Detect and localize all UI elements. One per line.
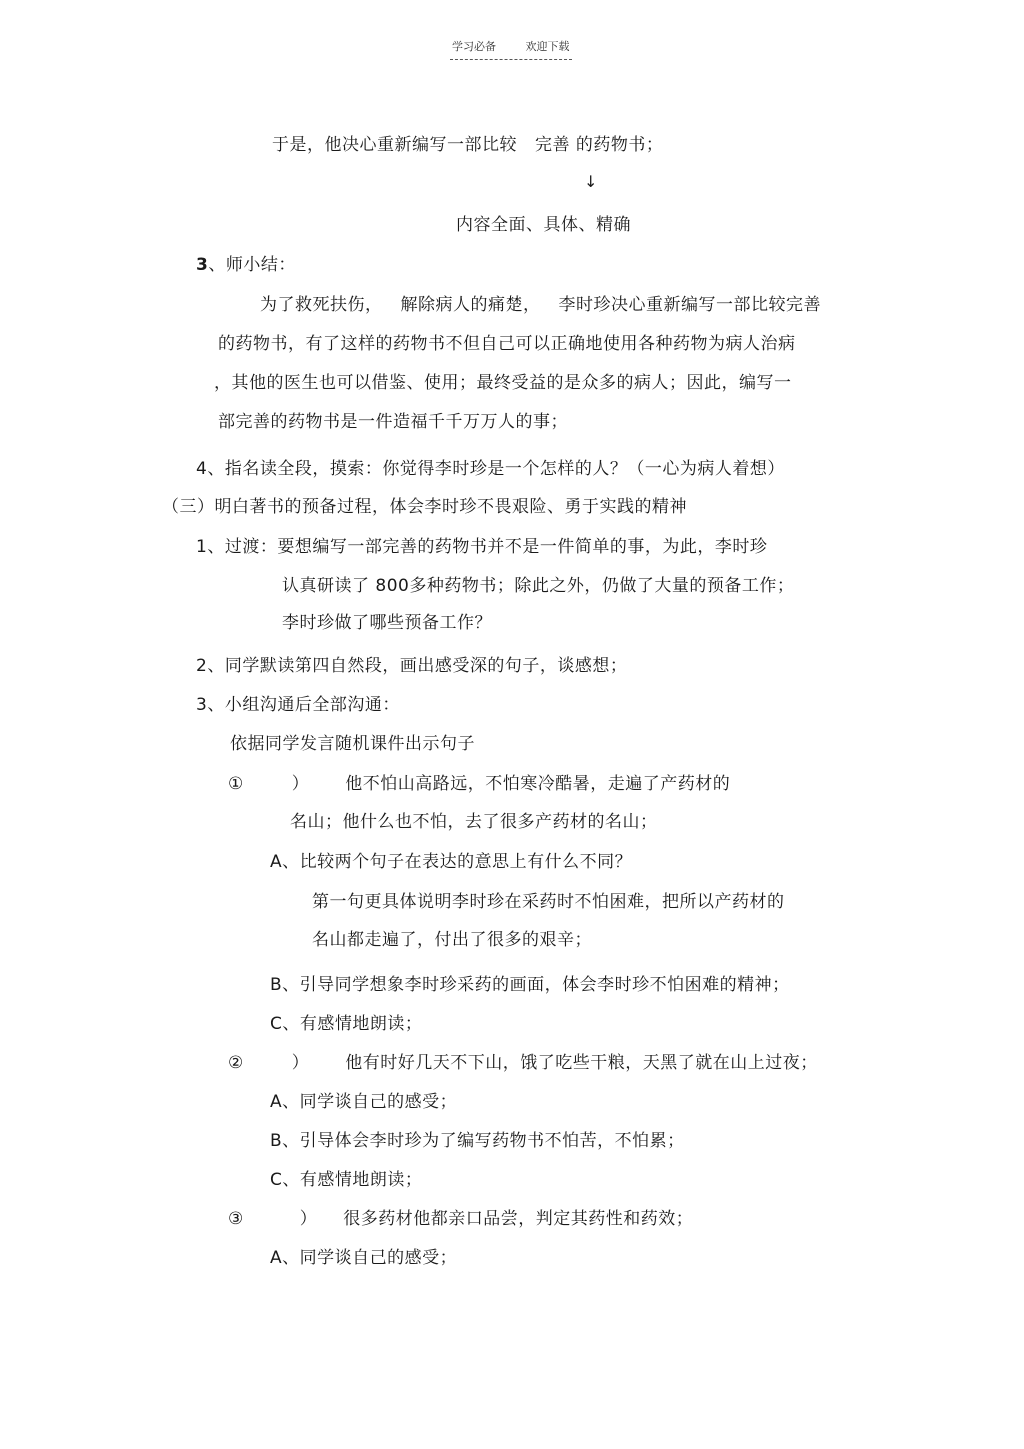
text-span: 解除病人的痛楚， [400, 295, 541, 315]
text-line: A、同学谈自己的感受； [270, 1092, 458, 1112]
text-line: B、引导同学想象李时珍采药的画面，体会李时珍不怕困难的精神； [270, 975, 790, 995]
header-divider [450, 59, 572, 60]
text-line: 2、同学默读第四自然段，画出感受深的句子，谈感想； [196, 656, 628, 676]
section-title: 、师小结： [208, 255, 296, 275]
section-number: 3 [196, 255, 209, 275]
text-line [272, 134, 663, 156]
item-text: 他不怕山高路远，不怕寒冷酷暑，走遍了产药材的 [345, 774, 731, 794]
text-span: 于是，他决心重新编写一部比较 [272, 135, 517, 155]
section-heading [196, 254, 296, 276]
text-line: 内容全面、具体、精确 [456, 215, 631, 235]
text-span: 李时珍决心重新编写一部比较完善 [558, 295, 821, 315]
page-header [452, 38, 596, 54]
text-line [260, 294, 821, 316]
text-line: 1、过渡：要想编写一部完善的药物书并不是一件简单的事，为此，李时珍 [196, 537, 768, 557]
item-marker: ① [228, 774, 244, 794]
text-line: C、有感情地朗读； [270, 1170, 423, 1190]
header-left: 学习必备 [452, 40, 496, 53]
header-right: 欢迎下载 [525, 40, 570, 53]
text-span: 为了救死扶伤， [260, 295, 383, 315]
text-line: 3、小组沟通后全部沟通： [196, 695, 400, 715]
list-item [228, 773, 730, 795]
text-line: A、同学谈自己的感受； [270, 1248, 458, 1268]
item-text: 他有时好几天不下山，饿了吃些干粮，天黑了就在山上过夜； [345, 1053, 818, 1073]
text-line: B、引导体会李时珍为了编写药物书不怕苦，不怕累； [270, 1131, 685, 1151]
item-paren: ） [299, 1209, 318, 1229]
text-line: A、比较两个句子在表达的意思上有什么不同？ [270, 852, 633, 872]
text-line: 4、指名读全段，摸索：你觉得李时珍是一个怎样的人？（一心为病人着想） [196, 459, 785, 479]
text-line: ，其他的医生也可以借鉴、使用；最终受益的是众多的病人；因此，编写一 [214, 373, 792, 393]
text-line: 依据同学发言随机课件出示句子 [230, 734, 475, 754]
item-marker: ③ [228, 1209, 244, 1229]
item-marker: ② [228, 1053, 244, 1073]
item-paren: ） [291, 1053, 310, 1073]
text-line: 李时珍做了哪些预备工作？ [282, 613, 492, 633]
text-line: 第一句更具体说明李时珍在采药时不怕困难，把所以产药材的 [312, 892, 785, 912]
text-line: C、有感情地朗读； [270, 1014, 423, 1034]
text-line: 名山；他什么也不怕，去了很多产药材的名山； [290, 812, 658, 832]
text-line: 的药物书，有了这样的药物书不但自己可以正确地使用各种药物为病人治病 [218, 334, 796, 354]
item-paren: ） [291, 774, 310, 794]
text-line: 名山都走遍了，付出了很多的艰辛； [312, 930, 592, 950]
list-item [228, 1052, 818, 1074]
text-span: 完善 [535, 135, 570, 155]
text-line: 认真研读了 800多种药物书；除此之外，仍做了大量的预备工作； [282, 576, 795, 596]
text-line: 部完善的药物书是一件造福千千万万人的事； [218, 412, 568, 432]
item-text: 很多药材他都亲口品尝，判定其药性和药效； [343, 1209, 694, 1229]
list-item [228, 1208, 693, 1230]
text-span: 的药物书； [575, 135, 664, 155]
section-heading: （三）明白著书的预备过程，体会李时珍不畏艰险、勇于实践的精神 [162, 497, 687, 517]
down-arrow-icon: ↓ [584, 172, 598, 191]
